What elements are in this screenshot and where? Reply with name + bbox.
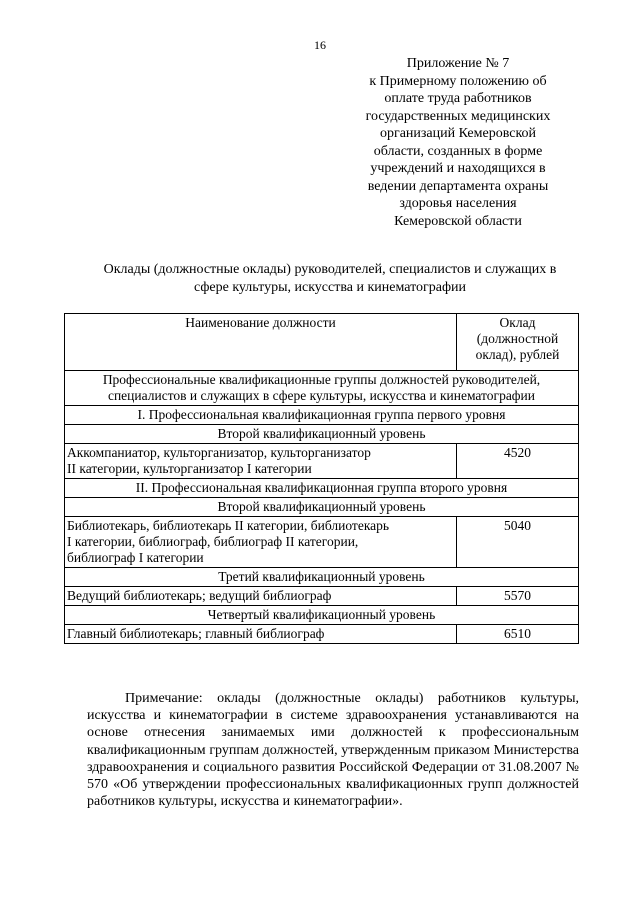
header-salary-line: оклад), рублей [475, 347, 560, 362]
salary-value: 5040 [457, 517, 579, 568]
group2-title: II. Профессиональная квалификационная группа второго уровня [65, 479, 579, 498]
position-name [65, 444, 457, 479]
level-row [65, 425, 579, 444]
table-row [65, 587, 579, 606]
appendix-line: учреждений и находящихся в [370, 161, 546, 176]
page-number: 16 [314, 38, 326, 52]
appendix-header [348, 55, 568, 230]
section-title-line: специалистов и служащих в сфере культуры, искусства и кинематографии [107, 388, 536, 403]
appendix-line: организаций Кемеровской [379, 126, 537, 141]
group1-title: I. Профессиональная квалификационная группа первого уровня [65, 406, 579, 425]
section-row [65, 371, 579, 406]
table-row [65, 444, 579, 479]
group2-level3: Третий квалификационный уровень [65, 568, 579, 587]
appendix-line: Приложение № 7 [406, 56, 510, 71]
group1-level2: Второй квалификационный уровень [65, 425, 579, 444]
appendix-line: ведении департамента охраны [367, 178, 549, 194]
document-title [70, 261, 590, 297]
footnote-text: Примечание: оклады (должностные оклады) работников культуры, искусства и кинематографии в системе здравоохранения устанавливаются на основе отнесения занимаемых ими должностей к профессиональным квалификационным группам должностей, утвержденным приказом Министерства здравоохранения и социального развития Российской Федерации от 31.08.2007 № 570 «Об утверждении профессиональных квалификационных групп должностей работников культуры, искусства и кинематографии». [87, 691, 579, 810]
position-name [65, 517, 457, 568]
group-row [65, 479, 579, 498]
appendix-line: государственных медицинских [365, 108, 551, 124]
group2-level2: Второй квалификационный уровень [65, 498, 579, 517]
salary-table [64, 313, 579, 644]
salary-value: 4520 [457, 444, 579, 479]
header-salary-line: (должностной [476, 331, 559, 346]
appendix-line: к Примерному положению об [369, 73, 547, 89]
appendix-line: области, созданных в форме [373, 143, 543, 159]
table-header-row [65, 314, 579, 371]
position-name: Ведущий библиотекарь; ведущий библиограф [65, 587, 457, 606]
group-row [65, 406, 579, 425]
salary-value: 5570 [457, 587, 579, 606]
title-line: сфере культуры, искусства и кинематографии [193, 280, 467, 295]
level-row [65, 606, 579, 625]
section-title [65, 371, 579, 406]
group2-level4: Четвертый квалификационный уровень [65, 606, 579, 625]
position-name-line: библиограф I категории [67, 550, 204, 565]
appendix-line: Кемеровской области [394, 213, 522, 229]
table-row [65, 625, 579, 644]
appendix-line: оплате труда работников [384, 91, 532, 106]
header-salary [457, 314, 579, 371]
salary-value: 6510 [457, 625, 579, 644]
appendix-line: здоровья населения [399, 196, 517, 211]
position-name-line: II категории, культорганизатор I категории [67, 461, 312, 476]
title-line: Оклады (должностные оклады) руководителей, специалистов и служащих в [103, 262, 557, 277]
header-salary-line: Оклад [499, 315, 536, 330]
header-position-name: Наименование должности [65, 314, 457, 371]
footnote [87, 690, 579, 810]
position-name-line: Библиотекарь, библиотекарь II категории, библиотекарь [67, 518, 390, 533]
position-name-line: I категории, библиограф, библиограф II категории, [67, 534, 359, 549]
position-name-line: Аккомпаниатор, культорганизатор, культорганизатор [67, 445, 371, 460]
section-title-line: Профессиональные квалификационные группы должностей руководителей, [102, 372, 541, 387]
level-row [65, 498, 579, 517]
table-row [65, 517, 579, 568]
level-row [65, 568, 579, 587]
position-name: Главный библиотекарь; главный библиограф [65, 625, 457, 644]
